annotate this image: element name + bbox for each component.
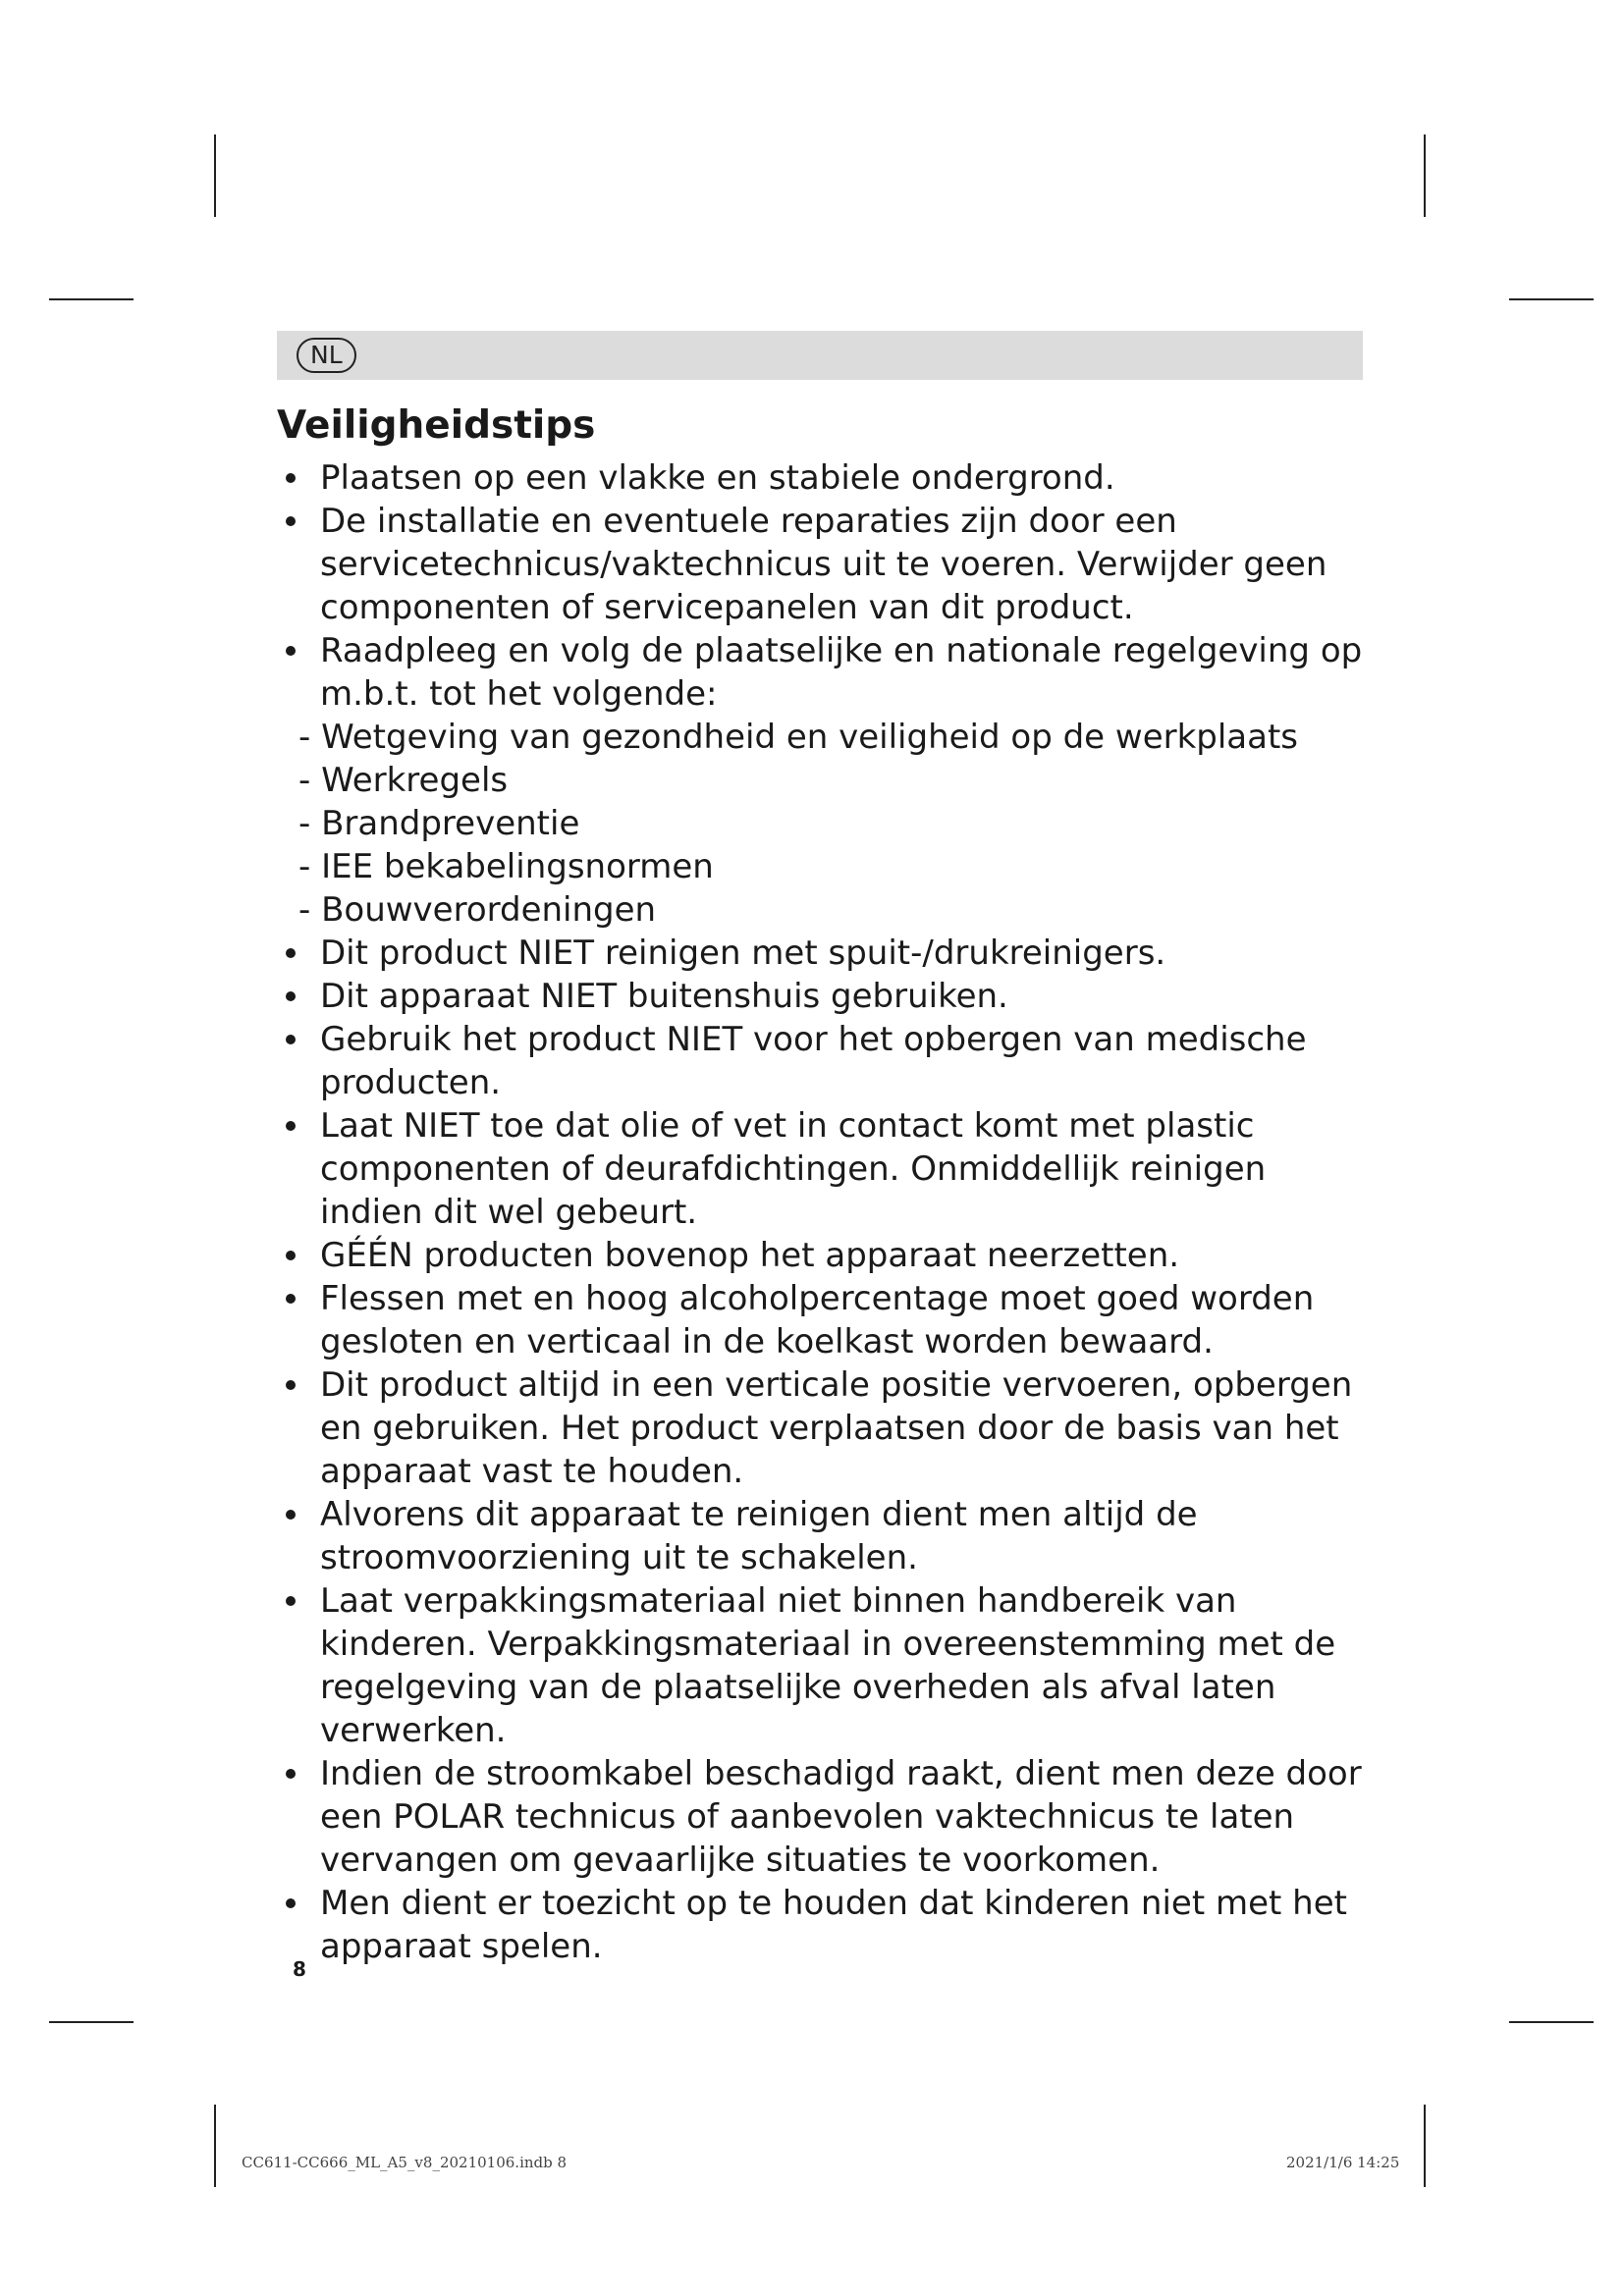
list-item: Dit product altijd in een verticale positie vervoeren, opbergen en gebruiken. Het product verplaatsen door de basis van het apparaat vast te houden. <box>277 1363 1369 1493</box>
page-title: Veiligheidstips <box>277 403 596 448</box>
list-item: Indien de stroomkabel beschadigd raakt, dient men deze door een POLAR technicus of aanbevolen vaktechnicus te laten vervangen om gevaarlijke situaties te voorkomen. <box>277 1752 1369 1882</box>
list-item: Laat verpakkingsmateriaal niet binnen handbereik van kinderen. Verpakkingsmateriaal in overeenstemming met de regelgeving van de plaatselijke overheden als afval laten verwerken. <box>277 1579 1369 1752</box>
list-item: Raadpleeg en volg de plaatselijke en nationale regelgeving op m.b.t. tot het volgende: <box>277 629 1369 716</box>
language-header-bar <box>277 331 1363 380</box>
crop-mark-right-lower <box>1509 2021 1594 2023</box>
list-item: GÉÉN producten bovenop het apparaat neerzetten. <box>277 1234 1369 1277</box>
page-number: 8 <box>293 1957 306 1981</box>
list-item: Laat NIET toe dat olie of vet in contact komt met plastic componenten of deurafdichtingen. Onmiddellijk reinigen indien dit wel gebeurt. <box>277 1104 1369 1234</box>
sub-list-item: - Werkregels <box>298 761 509 800</box>
safety-tips-section <box>277 399 1369 1968</box>
list-item: Gebruik het product NIET voor het opbergen van medische producten. <box>277 1018 1369 1104</box>
sub-list-item: - Bouwverordeningen <box>298 890 657 930</box>
list-item: Dit product NIET reinigen met spuit-/drukreinigers. <box>277 932 1369 975</box>
list-item: De installatie en eventuele reparaties zijn door een servicetechnicus/vaktechnicus uit te voeren. Verwijder geen componenten of servicepanelen van dit product. <box>277 500 1369 629</box>
footer-date: 2021/1/6 14:25 <box>1286 2154 1400 2171</box>
footer-file-name: CC611-CC666_ML_A5_v8_20210106.indb 8 <box>242 2154 568 2171</box>
list-item: Plaatsen op een vlakke en stabiele ondergrond. <box>277 456 1369 500</box>
crop-mark-bottom-right <box>1424 2105 1426 2187</box>
crop-mark-left-lower <box>49 2021 134 2023</box>
crop-mark-bottom-left <box>214 2105 216 2187</box>
sub-list-item: - Wetgeving van gezondheid en veiligheid op de werkplaats <box>298 718 1299 757</box>
language-badge: NL <box>297 338 356 373</box>
list-item: Flessen met en hoog alcoholpercentage moet goed worden gesloten en verticaal in de koelkast worden bewaard. <box>277 1277 1369 1363</box>
sub-list-item: - IEE bekabelingsnormen <box>298 847 714 886</box>
list-item: Dit apparaat NIET buitenshuis gebruiken. <box>277 975 1369 1018</box>
crop-mark-top-left <box>214 134 216 217</box>
list-item: Alvorens dit apparaat te reinigen dient men altijd de stroomvoorziening uit te schakelen. <box>277 1493 1369 1579</box>
crop-mark-left-upper <box>49 298 134 300</box>
crop-mark-right-upper <box>1509 298 1594 300</box>
list-item: Men dient er toezicht op te houden dat kinderen niet met het apparaat spelen. <box>277 1882 1369 1968</box>
crop-mark-top-right <box>1424 134 1426 217</box>
safety-tips-list <box>277 456 1369 1968</box>
sub-list-item: - Brandpreventie <box>298 804 580 843</box>
